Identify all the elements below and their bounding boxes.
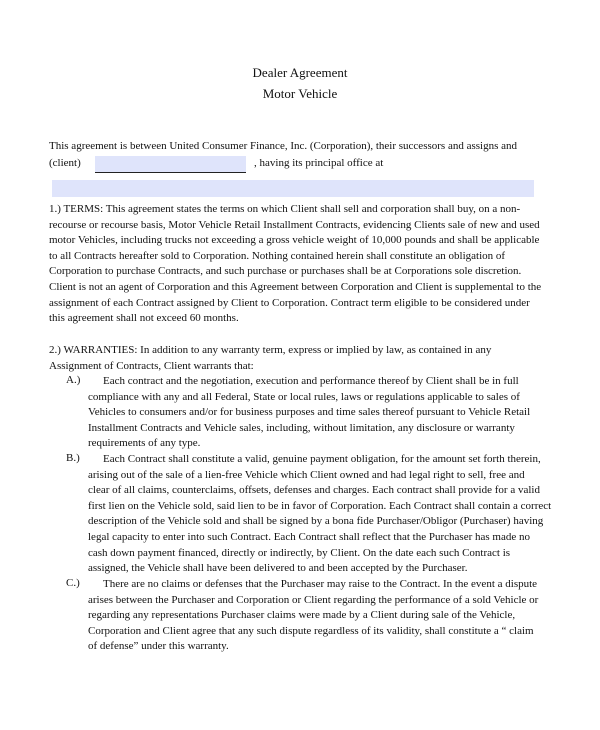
- terms-line: 1.) TERMS: This agreement states the terms on which Client shall sell and corporation shall buy, on a non-: [49, 203, 521, 215]
- intro-line-1: This agreement is between United Consumer Finance, Inc. (Corporation), their successors and assigns and: [49, 140, 517, 152]
- warranty-a-text: [88, 374, 530, 452]
- warranties-intro-line: Assignment of Contracts, Client warrants that:: [49, 359, 254, 372]
- warranty-b-line: arising out of the sale of a lien-free Vehicle which Client owned and had legal right to sell, free and: [88, 468, 525, 481]
- warranty-a-label: A.): [66, 374, 81, 386]
- terms-line: motor Vehicles, including trucks not exceeding a gross vehicle weight of 10,000 pounds and shall be applicable: [49, 234, 540, 247]
- warranty-c-label: C.): [66, 577, 80, 589]
- warranty-b-line: legal capacity to enter into such Contract. Each Contract shall reflect that the Purchaser has made no: [88, 530, 530, 543]
- warranty-c-line: of defense” under this warranty.: [88, 640, 229, 653]
- warranty-b-line: first lien on the Vehicle sold, said lien to be in favor of Corporation. Each Contract shall contain a correct: [88, 499, 552, 512]
- document-subtitle: Motor Vehicle: [262, 86, 338, 101]
- terms-section: [49, 202, 569, 327]
- warranty-c-line: arises between the Purchaser and Corporation or Client regarding the performance of a sold Vehicle or: [88, 593, 539, 606]
- warranty-b-line: assigned, the Vehicle shall have been delivered to and been accepted by the Purchaser.: [88, 562, 468, 575]
- warranty-b-line: description of the Vehicle sold and shall be signed by a bona fide Purchaser/Obligor (Purchaser) having: [88, 515, 544, 528]
- client-label: (client): [49, 157, 81, 169]
- terms-line: to all Contracts hereafter sold to Corporation. Nothing contained herein shall constitute an obligation of: [49, 249, 506, 262]
- warranty-a-line: Each contract and the negotiation, execution and performance thereof by Client shall be in full: [103, 375, 519, 387]
- client-name-field[interactable]: [95, 156, 246, 173]
- terms-line: Corporation to purchase Contracts, and such purchase or purchases shall be at Corporations sole discretion.: [49, 265, 522, 278]
- terms-line: Client is not an agent of Corporation and this Agreement between Corporation and Client is supplemental to the: [49, 280, 542, 293]
- warranty-b-line: cash down payment financed, directly or indirectly, by Client. On the date each such Contract is: [88, 546, 511, 559]
- warranty-a-line: Vehicles to consumers and/or for business purposes and time sales thereof pursuant to Vehicle Retail: [88, 406, 531, 419]
- warranty-c-text: [88, 577, 538, 655]
- warranty-c-line: regarding any representations Purchaser claims were made by a Client during sale of the Vehicle,: [88, 609, 516, 622]
- warranty-b-label: B.): [66, 452, 80, 464]
- warranty-b-line: clear of all claims, counterclaims, offsets, defenses and charges. Each contract shall provide for a valid: [88, 484, 540, 497]
- principal-office-text: , having its principal office at: [254, 157, 384, 169]
- warranty-a-line: compliance with any and all Federal, State or local rules, laws or regulations applicable to sales of: [88, 390, 520, 403]
- terms-line: this agreement shall not exceed 60 months.: [49, 312, 239, 325]
- principal-office-address-field[interactable]: [52, 180, 534, 197]
- document-title: Dealer Agreement: [252, 65, 348, 80]
- warranty-b-line: Each Contract shall constitute a valid, genuine payment obligation, for the amount set forth therein,: [103, 453, 541, 465]
- terms-line: recourse or recourse basis, Motor Vehicle Retail Installment Contracts, evidencing Clients sale of new and used: [49, 218, 540, 231]
- warranty-b-text: [88, 452, 551, 577]
- terms-line: assignment of each Contract assigned by Client to Corporation. Contract term eligible to be considered under: [49, 296, 530, 309]
- warranty-c-line: Corporation and Client agree that any such dispute regardless of its validity, shall constitute a “ claim: [88, 624, 534, 637]
- warranty-c-line: There are no claims or defenses that the Purchaser may raise to the Contract. In the event a dispute: [103, 578, 538, 590]
- warranty-a-line: Installment Contracts and Vehicle sales, including, without limitation, any disclosure or warranty: [88, 421, 515, 434]
- warranty-a-line: requirements of any type.: [88, 437, 201, 450]
- warranties-intro: [49, 343, 569, 374]
- warranties-intro-line: 2.) WARRANTIES: In addition to any warranty term, express or implied by law, as contained in any: [49, 344, 492, 356]
